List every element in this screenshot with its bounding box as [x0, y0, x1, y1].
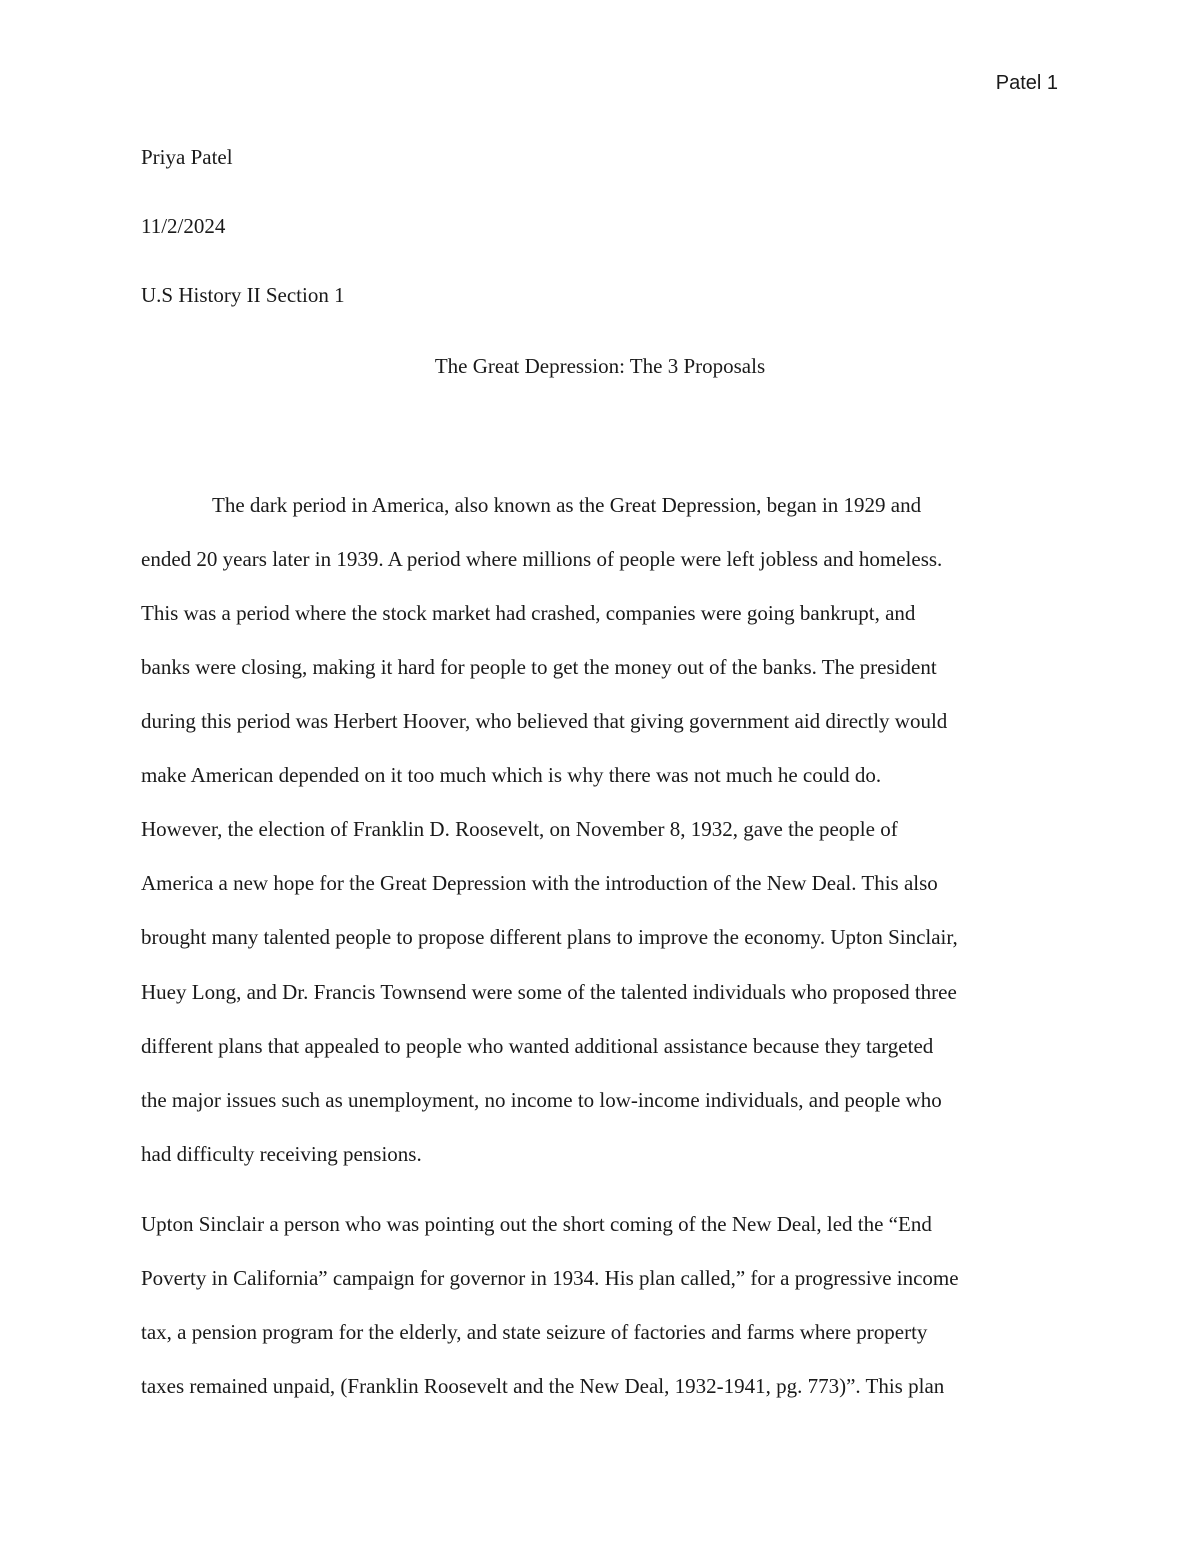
paragraph-line: make American depended on it too much which is why there was not much he could do.: [141, 763, 882, 787]
paragraph-line: the major issues such as unemployment, no income to low-income individuals, and people who: [141, 1088, 942, 1112]
paragraph-line: banks were closing, making it hard for people to get the money out of the banks. The president: [141, 655, 937, 679]
paragraph-line: different plans that appealed to people who wanted additional assistance because they targeted: [141, 1034, 934, 1058]
document-title: The Great Depression: The 3 Proposals: [434, 354, 766, 378]
document-date: 11/2/2024: [141, 214, 226, 238]
paragraph-line: had difficulty receiving pensions.: [141, 1142, 422, 1166]
paragraph-line: The dark period in America, also known as the Great Depression, began in 1929 and: [212, 493, 922, 517]
paragraph-line: Poverty in California” campaign for governor in 1934. His plan called,” for a progressive income: [141, 1266, 959, 1290]
paragraph-line: America a new hope for the Great Depression with the introduction of the New Deal. This also: [141, 871, 938, 895]
paragraph-line: Huey Long, and Dr. Francis Townsend were some of the talented individuals who proposed three: [141, 980, 957, 1004]
running-header: Patel 1: [995, 72, 1058, 94]
paragraph-line: brought many talented people to propose different plans to improve the economy. Upton Sinclair,: [141, 925, 958, 949]
paragraph-line: during this period was Herbert Hoover, who believed that giving government aid directly would: [141, 709, 948, 733]
paragraph-line: ended 20 years later in 1939. A period where millions of people were left jobless and homeless.: [141, 547, 943, 571]
paragraph-line: This was a period where the stock market had crashed, companies were going bankrupt, and: [141, 601, 916, 625]
course-name: U.S History II Section 1: [141, 283, 345, 307]
paragraph-line: taxes remained unpaid, (Franklin Roosevelt and the New Deal, 1932-1941, pg. 773)”. This plan: [141, 1374, 945, 1398]
paragraph-line: However, the election of Franklin D. Roosevelt, on November 8, 1932, gave the people of: [141, 817, 898, 841]
paragraph-line: Upton Sinclair a person who was pointing out the short coming of the New Deal, led the “End: [141, 1212, 932, 1236]
paragraph-line: tax, a pension program for the elderly, and state seizure of factories and farms where property: [141, 1320, 928, 1344]
author-name: Priya Patel: [141, 145, 233, 169]
